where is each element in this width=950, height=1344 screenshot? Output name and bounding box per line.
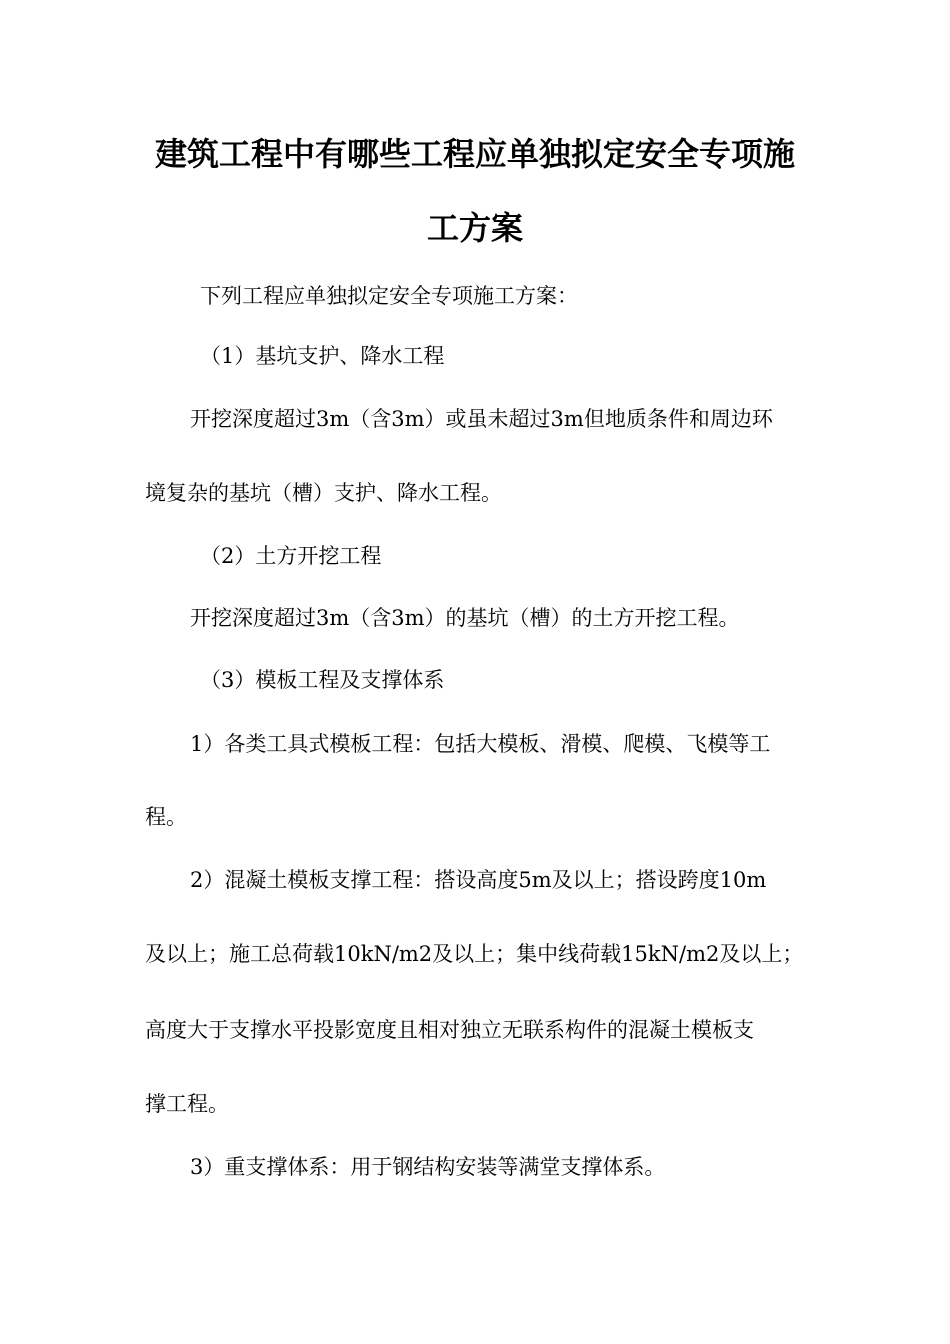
section-heading-3: （3）模板工程及支撑体系 [200,668,445,692]
paragraph-line: 撑工程。 [145,1092,229,1116]
paragraph-line: 高度大于支撑水平投影宽度且相对独立无联系构件的混凝土模板支 [145,1018,754,1042]
document-title-line-1: 建筑工程中有哪些工程应单独拟定安全专项施 [154,135,795,173]
paragraph-line: 3）重支撑体系：用于钢结构安装等满堂支撑体系。 [190,1155,666,1179]
section-heading-1: （1）基坑支护、降水工程 [200,344,445,368]
paragraph-line: 开挖深度超过3m（含3m）或虽未超过3m但地质条件和周边环 [190,407,773,431]
paragraph-line: 2）混凝土模板支撑工程：搭设高度5m及以上；搭设跨度10m [190,868,767,892]
paragraph-line: 程。 [145,805,187,829]
section-heading-2: （2）土方开挖工程 [200,544,382,568]
paragraph-line: 1）各类工具式模板工程：包括大模板、滑模、爬模、飞模等工 [190,732,771,756]
document-title-line-2: 工方案 [426,209,523,247]
paragraph-line: 境复杂的基坑（槽）支护、降水工程。 [145,481,502,505]
paragraph-line: 及以上；施工总荷载10kN/m2及以上；集中线荷载15kN/m2及以上； [145,942,804,966]
intro-paragraph: 下列工程应单独拟定安全专项施工方案： [200,284,578,308]
paragraph-line: 开挖深度超过3m（含3m）的基坑（槽）的土方开挖工程。 [190,606,740,630]
